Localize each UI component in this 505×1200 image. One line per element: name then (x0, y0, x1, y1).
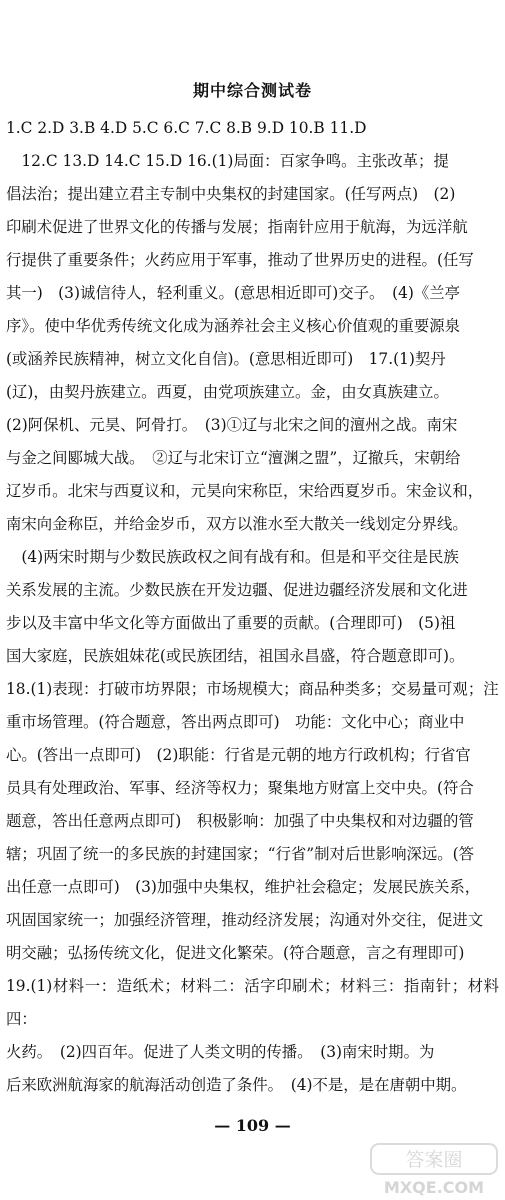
answer-line: 国大家庭，民族姐妹花(或民族团结，祖国永昌盛，符合题意即可)。 (6, 647, 465, 665)
answer-line: 其一) (3)诚信待人，轻利重义。(意思相近即可)交子。 (4)《兰亭 (6, 284, 461, 302)
answer-line: 南宋向金称臣，并给金岁币，双方以淮水至大散关一线划定分界线。 (6, 515, 468, 533)
watermark-logo-text: 答案圈 (405, 1149, 463, 1171)
answer-line: (4)两宋时期与少数民族政权之间有战有和。但是和平交往是民族 (6, 548, 459, 566)
answer-line: 印刷术促进了世界文化的传播与发展；指南针应用于航海，为远洋航 (6, 218, 468, 236)
answer-line: 辽岁币。北宋与西夏议和，元昊向宋称臣，宋给西夏岁币。宋金议和， (6, 482, 484, 500)
answer-line: 与金之间郾城大战。 ②辽与北宋订立“澶渊之盟”，辽撤兵，宋朝给 (6, 449, 461, 467)
answer-line: 后来欧洲航海家的航海活动创造了条件。 (4)不是，是在唐朝中期。 (6, 1076, 467, 1094)
answer-line: 明交融；弘扬传统文化，促进文化繁荣。(符合题意，言之有理即可) (6, 944, 465, 962)
answer-line: 行提供了重要条件；火药应用于军事，推动了世界历史的进程。(任写 (6, 251, 474, 269)
answer-line: 重市场管理。(符合题意，答出两点即可) 功能：文化中心；商业中 (6, 713, 465, 731)
watermark-url: MXQE.COM (383, 1178, 485, 1197)
page-title: 期中综合测试卷 (192, 81, 312, 100)
page-number: — 109 — (214, 1116, 291, 1135)
answer-line: 序》。使中华优秀传统文化成为涵养社会主义核心价值观的重要源泉 (6, 317, 461, 335)
answer-line: 心。(答出一点即可) (2)职能：行省是元朝的地方行政机构；行省官 (6, 746, 471, 764)
watermark-logo (369, 1142, 499, 1198)
answer-line: 题意，答出任意两点即可) 积极影响：加强了中央集权和对边疆的管 (6, 812, 474, 830)
answer-content (6, 112, 499, 1102)
answer-line: 12.C 13.D 14.C 15.D 16.(1)局面：百家争鸣。主张改革；提 (6, 152, 449, 170)
answer-line: 出任意一点即可) (3)加强中央集权，维护社会稳定；发展民族关系， (6, 878, 481, 896)
answer-line: 19.(1)材料一：造纸术；材料二：活字印刷术；材料三：指南针；材料四： (6, 977, 499, 1028)
answer-line: 步以及丰富中华文化等方面做出了重要的贡献。(合理即可) (5)祖 (6, 614, 456, 632)
answer-line: (或涵养民族精神，树立文化自信)。(意思相近即可) 17.(1)契丹 (6, 350, 446, 368)
answer-line: 关系发展的主流。少数民族在开发边疆、促进边疆经济发展和文化进 (6, 581, 468, 599)
answer-line: 倡法治；提出建立君主专制中央集权的封建国家。(任写两点) (2) (6, 185, 456, 203)
answer-line: (辽)，由契丹族建立。西夏，由党项族建立。金，由女真族建立。 (6, 383, 449, 401)
answer-line: 1.C 2.D 3.B 4.D 5.C 6.C 7.C 8.B 9.D 10.B 11.D (6, 119, 367, 137)
answer-line: 巩固国家统一；加强经济管理，推动经济发展；沟通对外交往，促进文 (6, 911, 484, 929)
answer-line: (2)阿保机、元昊、阿骨打。 (3)①辽与北宋之间的澶州之战。南宋 (6, 416, 458, 434)
answer-line: 辖；巩固了统一的多民族的封建国家；“行省”制对后世影响深远。(答 (6, 845, 475, 863)
answer-line: 员具有处理政治、军事、经济等权力；聚集地方财富上交中央。(符合 (6, 779, 474, 797)
answer-line: 火药。 (2)四百年。促进了人类文明的传播。 (3)南宋时期。为 (6, 1043, 435, 1061)
answer-line: 18.(1)表现：打破市坊界限；市场规模大；商品种类多；交易量可观；注 (6, 680, 499, 698)
